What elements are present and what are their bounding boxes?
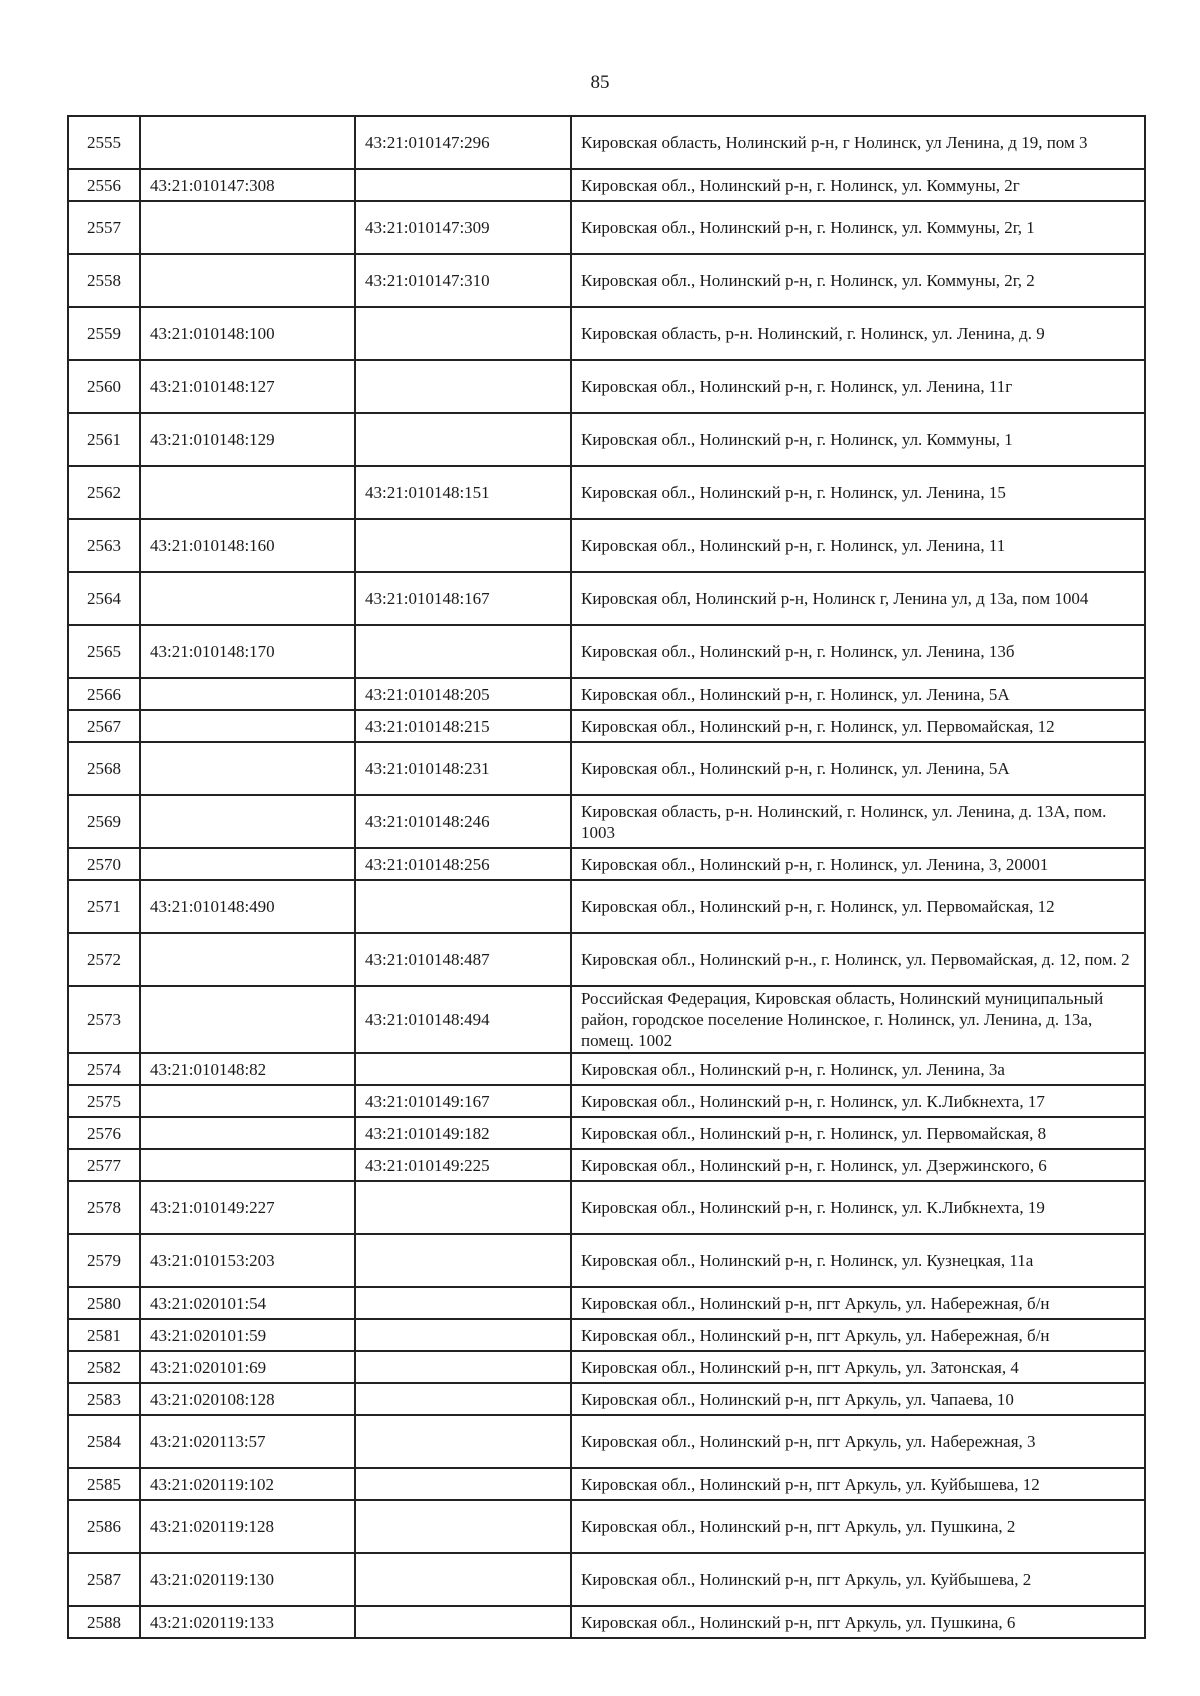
land-cadastral-number-cell [140,678,355,710]
row-number-cell: 2584 [68,1415,140,1468]
land-cadastral-number-cell [140,1117,355,1149]
table-row [68,201,1145,254]
building-cadastral-number-cell: 43:21:010148:494 [355,986,571,1053]
address-cell: Кировская обл., Нолинский р-н, г. Нолинск, ул. Коммуны, 2г [571,169,1145,201]
row-number-cell: 2585 [68,1468,140,1500]
table-row [68,169,1145,201]
row-number-cell: 2588 [68,1606,140,1638]
address-cell: Кировская обл., Нолинский р-н, пгт Аркуль, ул. Чапаева, 10 [571,1383,1145,1415]
land-cadastral-number-cell [140,116,355,169]
table-row [68,413,1145,466]
row-number-cell: 2556 [68,169,140,201]
table-row [68,1606,1145,1638]
land-cadastral-number-cell: 43:21:010153:203 [140,1234,355,1287]
building-cadastral-number-cell: 43:21:010148:246 [355,795,571,848]
row-number-cell: 2567 [68,710,140,742]
table-row [68,1468,1145,1500]
row-number-cell: 2562 [68,466,140,519]
address-cell: Кировская обл., Нолинский р-н, пгт Аркуль, ул. Пушкина, 6 [571,1606,1145,1638]
building-cadastral-number-cell: 43:21:010149:167 [355,1085,571,1117]
address-cell: Кировская обл., Нолинский р-н., г. Нолинск, ул. Первомайская, д. 12, пом. 2 [571,933,1145,986]
building-cadastral-number-cell: 43:21:010147:296 [355,116,571,169]
address-cell: Кировская обл., Нолинский р-н, г. Нолинск, ул. Коммуны, 2г, 1 [571,201,1145,254]
address-cell: Кировская обл., Нолинский р-н, пгт Аркуль, ул. Набережная, б/н [571,1319,1145,1351]
address-cell: Кировская область, Нолинский р-н, г Нолинск, ул Ленина, д 19, пом 3 [571,116,1145,169]
row-number-cell: 2586 [68,1500,140,1553]
land-cadastral-number-cell: 43:21:010148:170 [140,625,355,678]
land-cadastral-number-cell: 43:21:010148:100 [140,307,355,360]
building-cadastral-number-cell: 43:21:010148:256 [355,848,571,880]
land-cadastral-number-cell: 43:21:020101:54 [140,1287,355,1319]
land-cadastral-number-cell [140,466,355,519]
row-number-cell: 2560 [68,360,140,413]
building-cadastral-number-cell [355,1606,571,1638]
address-cell: Кировская обл., Нолинский р-н, г. Нолинск, ул. Ленина, 5А [571,742,1145,795]
land-cadastral-number-cell [140,986,355,1053]
land-cadastral-number-cell [140,933,355,986]
row-number-cell: 2566 [68,678,140,710]
row-number-cell: 2558 [68,254,140,307]
address-cell: Кировская обл., Нолинский р-н, г. Нолинск, ул. Кузнецкая, 11а [571,1234,1145,1287]
address-cell: Кировская обл., Нолинский р-н, г. Нолинск, ул. Ленина, 11 [571,519,1145,572]
building-cadastral-number-cell [355,1181,571,1234]
building-cadastral-number-cell: 43:21:010149:225 [355,1149,571,1181]
table-row [68,625,1145,678]
table-row [68,1085,1145,1117]
row-number-cell: 2555 [68,116,140,169]
table-row [68,1117,1145,1149]
building-cadastral-number-cell [355,519,571,572]
table-row [68,254,1145,307]
building-cadastral-number-cell [355,1287,571,1319]
building-cadastral-number-cell: 43:21:010148:487 [355,933,571,986]
land-cadastral-number-cell: 43:21:020101:69 [140,1351,355,1383]
address-cell: Кировская обл., Нолинский р-н, г. Нолинск, ул. Ленина, 15 [571,466,1145,519]
row-number-cell: 2576 [68,1117,140,1149]
building-cadastral-number-cell [355,1351,571,1383]
land-cadastral-number-cell: 43:21:020108:128 [140,1383,355,1415]
land-cadastral-number-cell [140,795,355,848]
address-cell: Российская Федерация, Кировская область, Нолинский муниципальный район, городское поселение Нолинское, г. Нолинск, ул. Ленина, д. 13а, помещ. 1002 [571,986,1145,1053]
table-row [68,1234,1145,1287]
table-row [68,795,1145,848]
address-cell: Кировская обл., Нолинский р-н, г. Нолинск, ул. Первомайская, 8 [571,1117,1145,1149]
building-cadastral-number-cell [355,625,571,678]
row-number-cell: 2575 [68,1085,140,1117]
table-row [68,466,1145,519]
address-cell: Кировская область, р-н. Нолинский, г. Нолинск, ул. Ленина, д. 9 [571,307,1145,360]
row-number-cell: 2568 [68,742,140,795]
land-cadastral-number-cell: 43:21:010148:129 [140,413,355,466]
table-row [68,1149,1145,1181]
table-row [68,1500,1145,1553]
land-cadastral-number-cell [140,848,355,880]
row-number-cell: 2581 [68,1319,140,1351]
row-number-cell: 2578 [68,1181,140,1234]
table-row [68,1415,1145,1468]
land-cadastral-number-cell: 43:21:020119:128 [140,1500,355,1553]
row-number-cell: 2561 [68,413,140,466]
land-cadastral-number-cell [140,201,355,254]
row-number-cell: 2565 [68,625,140,678]
address-cell: Кировская обл., Нолинский р-н, г. Нолинск, ул. Коммуны, 2г, 2 [571,254,1145,307]
table-row [68,116,1145,169]
table-row [68,880,1145,933]
land-cadastral-number-cell: 43:21:010148:490 [140,880,355,933]
row-number-cell: 2573 [68,986,140,1053]
land-cadastral-number-cell: 43:21:020113:57 [140,1415,355,1468]
row-number-cell: 2572 [68,933,140,986]
land-cadastral-number-cell: 43:21:020119:102 [140,1468,355,1500]
row-number-cell: 2570 [68,848,140,880]
building-cadastral-number-cell: 43:21:010148:151 [355,466,571,519]
row-number-cell: 2564 [68,572,140,625]
row-number-cell: 2583 [68,1383,140,1415]
address-cell: Кировская обл., Нолинский р-н, г. Нолинск, ул. Ленина, 3а [571,1053,1145,1085]
row-number-cell: 2582 [68,1351,140,1383]
address-cell: Кировская обл., Нолинский р-н, пгт Аркуль, ул. Набережная, б/н [571,1287,1145,1319]
building-cadastral-number-cell [355,1415,571,1468]
table-row [68,1383,1145,1415]
building-cadastral-number-cell [355,413,571,466]
table-row [68,519,1145,572]
address-cell: Кировская обл., Нолинский р-н, г. Нолинск, ул. Коммуны, 1 [571,413,1145,466]
land-cadastral-number-cell [140,742,355,795]
address-cell: Кировская область, р-н. Нолинский, г. Нолинск, ул. Ленина, д. 13А, пом. 1003 [571,795,1145,848]
building-cadastral-number-cell: 43:21:010147:309 [355,201,571,254]
table-row [68,360,1145,413]
building-cadastral-number-cell: 43:21:010148:205 [355,678,571,710]
building-cadastral-number-cell: 43:21:010148:231 [355,742,571,795]
address-cell: Кировская обл., Нолинский р-н, пгт Аркуль, ул. Пушкина, 2 [571,1500,1145,1553]
building-cadastral-number-cell [355,1468,571,1500]
address-cell: Кировская обл., Нолинский р-н, г. Нолинск, ул. Ленина, 5А [571,678,1145,710]
land-cadastral-number-cell: 43:21:010149:227 [140,1181,355,1234]
address-cell: Кировская обл., Нолинский р-н, г. Нолинск, ул. Первомайская, 12 [571,710,1145,742]
land-cadastral-number-cell [140,710,355,742]
row-number-cell: 2559 [68,307,140,360]
building-cadastral-number-cell: 43:21:010147:310 [355,254,571,307]
row-number-cell: 2574 [68,1053,140,1085]
table-row [68,742,1145,795]
address-cell: Кировская обл., Нолинский р-н, г. Нолинск, ул. Ленина, 13б [571,625,1145,678]
building-cadastral-number-cell [355,880,571,933]
table-row [68,1287,1145,1319]
address-cell: Кировская обл., Нолинский р-н, г. Нолинск, ул. Дзержинского, 6 [571,1149,1145,1181]
page-number: 85 [590,72,610,93]
building-cadastral-number-cell [355,360,571,413]
row-number-cell: 2571 [68,880,140,933]
table-row [68,1181,1145,1234]
row-number-cell: 2569 [68,795,140,848]
land-cadastral-number-cell: 43:21:020119:133 [140,1606,355,1638]
table-row [68,1351,1145,1383]
table-row [68,1053,1145,1085]
table-row [68,848,1145,880]
row-number-cell: 2579 [68,1234,140,1287]
address-cell: Кировская обл., Нолинский р-н, г. Нолинск, ул. К.Либкнехта, 19 [571,1181,1145,1234]
building-cadastral-number-cell [355,169,571,201]
building-cadastral-number-cell [355,1500,571,1553]
address-cell: Кировская обл., Нолинский р-н, г. Нолинск, ул. К.Либкнехта, 17 [571,1085,1145,1117]
land-cadastral-number-cell [140,572,355,625]
address-cell: Кировская обл., Нолинский р-н, пгт Аркуль, ул. Куйбышева, 2 [571,1553,1145,1606]
table-row [68,1553,1145,1606]
table-row [68,710,1145,742]
building-cadastral-number-cell: 43:21:010148:167 [355,572,571,625]
land-cadastral-number-cell: 43:21:020119:130 [140,1553,355,1606]
land-cadastral-number-cell: 43:21:010148:160 [140,519,355,572]
table-row [68,1319,1145,1351]
row-number-cell: 2577 [68,1149,140,1181]
address-cell: Кировская обл., Нолинский р-н, пгт Аркуль, ул. Затонская, 4 [571,1351,1145,1383]
row-number-cell: 2557 [68,201,140,254]
land-cadastral-number-cell: 43:21:010148:127 [140,360,355,413]
table-row [68,307,1145,360]
building-cadastral-number-cell [355,307,571,360]
building-cadastral-number-cell: 43:21:010149:182 [355,1117,571,1149]
table-row [68,678,1145,710]
building-cadastral-number-cell [355,1383,571,1415]
table-row [68,986,1145,1053]
land-cadastral-number-cell [140,1085,355,1117]
building-cadastral-number-cell [355,1553,571,1606]
land-cadastral-number-cell: 43:21:010147:308 [140,169,355,201]
table-row [68,572,1145,625]
row-number-cell: 2563 [68,519,140,572]
row-number-cell: 2587 [68,1553,140,1606]
address-cell: Кировская обл., Нолинский р-н, пгт Аркуль, ул. Куйбышева, 12 [571,1468,1145,1500]
property-registry-table [67,115,1146,1639]
land-cadastral-number-cell [140,254,355,307]
building-cadastral-number-cell [355,1319,571,1351]
address-cell: Кировская обл., Нолинский р-н, г. Нолинск, ул. Ленина, 11г [571,360,1145,413]
address-cell: Кировская обл., Нолинский р-н, г. Нолинск, ул. Первомайская, 12 [571,880,1145,933]
building-cadastral-number-cell: 43:21:010148:215 [355,710,571,742]
row-number-cell: 2580 [68,1287,140,1319]
land-cadastral-number-cell: 43:21:010148:82 [140,1053,355,1085]
land-cadastral-number-cell: 43:21:020101:59 [140,1319,355,1351]
table-row [68,933,1145,986]
address-cell: Кировская обл., Нолинский р-н, г. Нолинск, ул. Ленина, 3, 20001 [571,848,1145,880]
land-cadastral-number-cell [140,1149,355,1181]
building-cadastral-number-cell [355,1053,571,1085]
building-cadastral-number-cell [355,1234,571,1287]
address-cell: Кировская обл., Нолинский р-н, пгт Аркуль, ул. Набережная, 3 [571,1415,1145,1468]
address-cell: Кировская обл, Нолинский р-н, Нолинск г, Ленина ул, д 13а, пом 1004 [571,572,1145,625]
